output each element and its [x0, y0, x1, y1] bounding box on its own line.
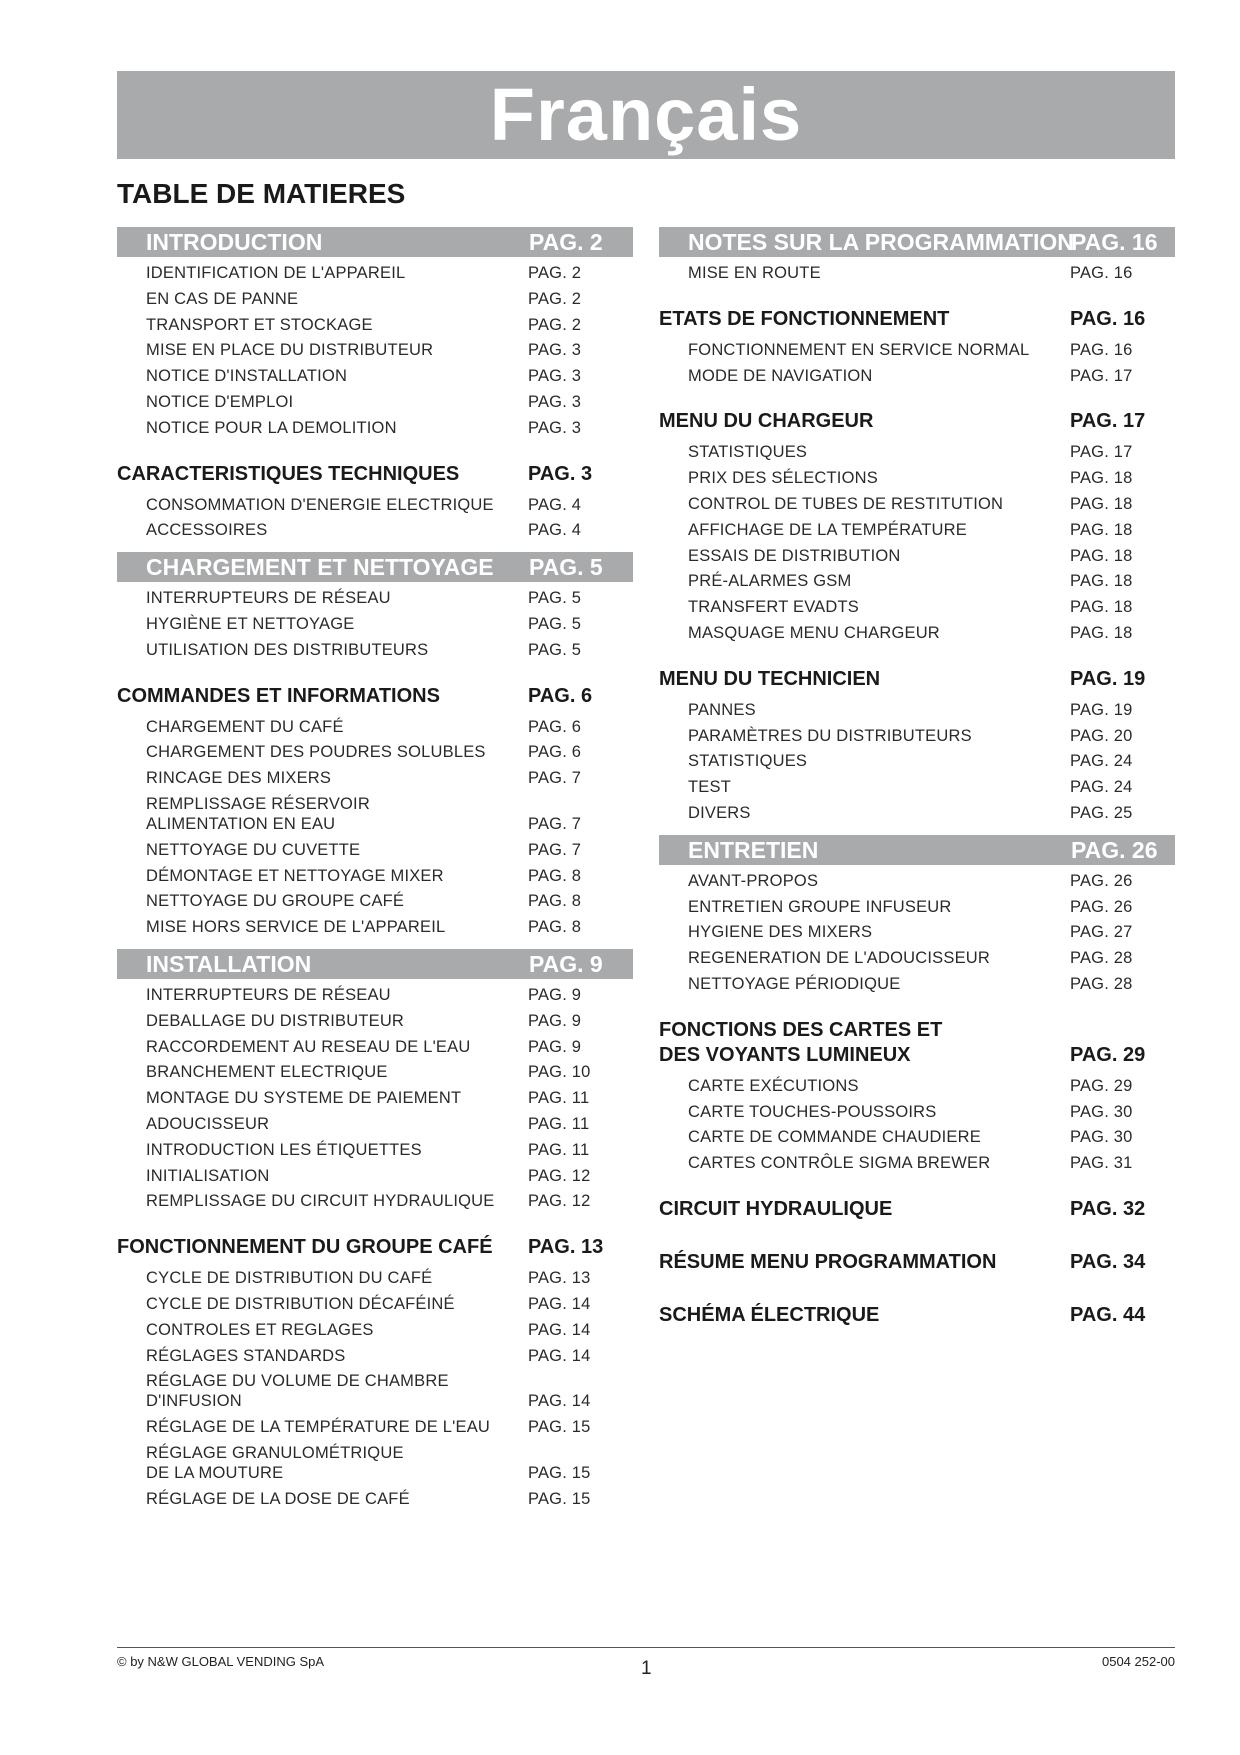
toc-entry	[659, 340, 1175, 360]
entry-title-line2: DE LA MOUTURE	[146, 1463, 284, 1482]
toc-section-heading	[659, 307, 1175, 332]
toc-section-heading	[117, 462, 633, 487]
entry-title: MODE DE NAVIGATION	[688, 366, 873, 385]
entry-title: RÉGLAGE DE LA TEMPÉRATURE DE L'EAU	[146, 1418, 491, 1437]
toc-entry	[117, 366, 633, 386]
entry-page: PAG. 12	[528, 1166, 591, 1185]
section-spacer	[659, 1283, 1175, 1291]
entry-title: INTERRUPTEURS DE RÉSEAU	[146, 589, 391, 608]
section-title: FONCTIONNEMENT DU GROUPE CAFÉ	[117, 1236, 493, 1259]
entry-page: PAG. 14	[528, 1346, 591, 1365]
toc-entry	[117, 985, 633, 1005]
entry-title: TRANSPORT ET STOCKAGE	[146, 315, 373, 334]
entry-title: RÉGLAGE DU VOLUME DE CHAMBRE	[146, 1372, 449, 1391]
entry-page: PAG. 17	[1070, 366, 1133, 385]
toc-entry	[117, 1417, 633, 1437]
entry-title: PARAMÈTRES DU DISTRIBUTEURS	[688, 726, 972, 745]
entry-page: PAG. 5	[528, 614, 582, 633]
section-spacer	[659, 391, 1175, 397]
footer-copyright: © by N&W GLOBAL VENDING SpA	[117, 1654, 325, 1669]
toc-entry	[117, 1166, 633, 1186]
toc-entry	[117, 717, 633, 737]
entry-page: PAG. 9	[528, 1037, 582, 1056]
toc-entry	[117, 891, 633, 911]
toc-entry	[117, 1443, 633, 1483]
toc-section-heading	[117, 1235, 633, 1260]
toc-entry	[659, 571, 1175, 591]
toc-entry	[117, 1191, 633, 1211]
toc-entry	[659, 263, 1175, 283]
entry-title: MISE HORS SERVICE DE L'APPAREIL	[146, 918, 446, 937]
entry-page: PAG. 11	[528, 1089, 590, 1108]
toc-entry	[659, 1127, 1175, 1147]
entry-title: AFFICHAGE DE LA TEMPÉRATURE	[688, 520, 967, 539]
toc-entry	[117, 520, 633, 540]
entry-title: AVANT-PROPOS	[688, 871, 819, 890]
entry-page: PAG. 8	[528, 918, 582, 937]
toc-left-column	[117, 227, 633, 1520]
toc-entry	[659, 494, 1175, 514]
toc-entry	[117, 1268, 633, 1288]
entry-title: TEST	[688, 778, 731, 797]
section-page: PAG. 19	[1070, 667, 1146, 690]
entry-page: PAG. 25	[1070, 803, 1133, 822]
entry-title: ENTRETIEN GROUPE INFUSEUR	[688, 897, 952, 916]
toc-section-heading	[117, 552, 633, 582]
toc-entry	[117, 840, 633, 860]
entry-title: REGENERATION DE L'ADOUCISSEUR	[688, 949, 991, 968]
entry-page: PAG. 15	[528, 1463, 591, 1482]
toc-section-heading	[659, 835, 1175, 865]
entry-page: PAG. 18	[1070, 598, 1133, 617]
section-title: CIRCUIT HYDRAULIQUE	[659, 1197, 893, 1220]
toc-entry	[659, 1153, 1175, 1173]
toc-entry	[117, 1088, 633, 1108]
entry-title: NOTICE D'EMPLOI	[146, 392, 294, 411]
section-page: PAG. 17	[1070, 410, 1146, 433]
entry-page: PAG. 15	[528, 1418, 591, 1437]
entry-title: ESSAIS DE DISTRIBUTION	[688, 546, 901, 565]
section-page: PAG. 16	[1070, 307, 1146, 330]
entry-page: PAG. 30	[1070, 1102, 1133, 1121]
entry-title: IDENTIFICATION DE L'APPAREIL	[146, 264, 406, 282]
toc-entry	[117, 418, 633, 438]
toc-right-column	[659, 227, 1175, 1344]
entry-page: PAG. 9	[528, 1011, 582, 1030]
entry-page: PAG. 13	[528, 1269, 591, 1288]
section-title: SCHÉMA ÉLECTRIQUE	[659, 1303, 880, 1326]
entry-title: UTILISATION DES DISTRIBUTEURS	[146, 640, 429, 659]
toc-entry	[117, 866, 633, 886]
toc-entry	[659, 751, 1175, 771]
section-title: COMMANDES ET INFORMATIONS	[117, 684, 440, 707]
entry-page: PAG. 17	[1070, 443, 1133, 462]
entry-title: CARTES CONTRÔLE SIGMA BREWER	[688, 1154, 991, 1173]
section-page: PAG. 44	[1070, 1303, 1146, 1326]
section-title: CHARGEMENT ET NETTOYAGE	[146, 554, 494, 581]
footer-page-number: 1	[641, 1658, 652, 1679]
entry-page: PAG. 30	[1070, 1128, 1133, 1147]
toc-entry	[659, 546, 1175, 566]
section-title-line2: DES VOYANTS LUMINEUX	[659, 1043, 911, 1066]
entry-page: PAG. 7	[528, 814, 582, 833]
toc-entry	[117, 1114, 633, 1134]
entry-title: PANNES	[688, 700, 756, 719]
section-page: PAG. 26	[1071, 836, 1158, 863]
toc-entry	[659, 597, 1175, 617]
section-title: NOTES SUR LA PROGRAMMATION	[688, 229, 1074, 255]
footer-divider	[117, 1647, 1175, 1648]
entry-title: ADOUCISSEUR	[146, 1114, 270, 1133]
entry-title: TRANSFERT EVADTS	[688, 598, 859, 617]
section-spacer	[117, 444, 633, 450]
toc-entry	[117, 263, 633, 283]
entry-title: REMPLISSAGE DU CIRCUIT HYDRAULIQUE	[146, 1192, 495, 1211]
toc-section-heading	[659, 1197, 1175, 1222]
section-spacer	[659, 1230, 1175, 1238]
section-title: MENU DU TECHNICIEN	[659, 667, 881, 690]
section-page: PAG. 5	[529, 554, 603, 581]
toc-entry	[659, 520, 1175, 540]
entry-page: PAG. 2	[528, 315, 582, 334]
entry-title: CHARGEMENT DES POUDRES SOLUBLES	[146, 743, 486, 762]
entry-title: NETTOYAGE DU GROUPE CAFÉ	[146, 892, 405, 911]
entry-page: PAG. 7	[528, 769, 582, 788]
entry-title: STATISTIQUES	[688, 752, 808, 771]
toc-entry	[117, 1011, 633, 1031]
entry-title: INTRODUCTION LES ÉTIQUETTES	[146, 1140, 422, 1159]
entry-page: PAG. 18	[1070, 623, 1133, 642]
entry-title: MONTAGE DU SYSTEME DE PAIEMENT	[146, 1089, 462, 1108]
entry-title: PRIX DES SÉLECTIONS	[688, 469, 878, 488]
toc-entry	[117, 588, 633, 608]
entry-title: INTERRUPTEURS DE RÉSEAU	[146, 985, 391, 1004]
entry-title: CARTE EXÉCUTIONS	[688, 1076, 859, 1095]
entry-page: PAG. 12	[528, 1192, 591, 1211]
entry-page: PAG. 26	[1070, 897, 1133, 916]
entry-page: PAG. 14	[528, 1392, 591, 1411]
entry-title: NOTICE D'INSTALLATION	[146, 367, 348, 386]
toc-entry	[117, 1320, 633, 1340]
entry-page: PAG. 16	[1070, 264, 1133, 282]
entry-page: PAG. 3	[528, 418, 582, 437]
toc-entry	[117, 289, 633, 309]
entry-title: HYGIÈNE ET NETTOYAGE	[146, 614, 355, 633]
toc-entry	[659, 974, 1175, 994]
entry-page: PAG. 24	[1070, 778, 1133, 797]
section-page: PAG. 32	[1070, 1197, 1146, 1220]
toc-entry	[117, 315, 633, 335]
entry-page: PAG. 6	[528, 717, 582, 736]
section-spacer	[659, 649, 1175, 655]
section-title: ENTRETIEN	[688, 836, 819, 863]
toc-entry	[117, 1062, 633, 1082]
toc-section-heading	[659, 1250, 1175, 1275]
entry-page: PAG. 8	[528, 866, 582, 885]
toc-entry	[117, 1140, 633, 1160]
entry-page: PAG. 28	[1070, 974, 1133, 993]
entry-page: PAG. 10	[528, 1063, 591, 1082]
toc-entry	[659, 777, 1175, 797]
section-page: PAG. 16	[1071, 229, 1158, 255]
entry-title: INITIALISATION	[146, 1166, 270, 1185]
toc-entry	[117, 1346, 633, 1366]
section-page: PAG. 6	[528, 684, 593, 707]
entry-page: PAG. 18	[1070, 546, 1133, 565]
toc-entry	[117, 640, 633, 660]
entry-title: ACCESSOIRES	[146, 521, 268, 540]
entry-page: PAG. 7	[528, 840, 582, 859]
entry-title: EN CAS DE PANNE	[146, 289, 299, 308]
entry-page: PAG. 27	[1070, 923, 1133, 942]
toc-entry	[117, 340, 633, 360]
entry-title-line2: D'INFUSION	[146, 1392, 242, 1411]
entry-page: PAG. 4	[528, 495, 582, 514]
toc-section-heading	[117, 949, 633, 979]
toc-entry	[117, 794, 633, 834]
entry-title: CARTE DE COMMANDE CHAUDIERE	[688, 1128, 981, 1147]
toc-entry	[117, 1294, 633, 1314]
entry-page: PAG. 2	[528, 289, 582, 308]
section-page: PAG. 2	[529, 229, 603, 255]
entry-page: PAG. 5	[528, 640, 582, 659]
entry-title: PRÉ-ALARMES GSM	[688, 572, 852, 591]
entry-title: CONTROL DE TUBES DE RESTITUTION	[688, 494, 1004, 513]
entry-page: PAG. 24	[1070, 752, 1133, 771]
entry-title: CARTE TOUCHES-POUSSOIRS	[688, 1102, 937, 1121]
entry-page: PAG. 28	[1070, 949, 1133, 968]
entry-page: PAG. 9	[528, 985, 582, 1004]
entry-title: NETTOYAGE DU CUVETTE	[146, 840, 361, 859]
entry-page: PAG. 18	[1070, 572, 1133, 591]
entry-page: PAG. 11	[528, 1114, 590, 1133]
section-title: CARACTERISTIQUES TECHNIQUES	[117, 462, 460, 485]
entry-title: STATISTIQUES	[688, 443, 808, 462]
toc-entry	[659, 700, 1175, 720]
entry-title: REMPLISSAGE RÉSERVOIR	[146, 794, 370, 813]
entry-page: PAG. 26	[1070, 871, 1133, 890]
entry-page: PAG. 20	[1070, 726, 1133, 745]
section-spacer	[659, 1336, 1175, 1344]
entry-page: PAG. 18	[1070, 520, 1133, 539]
entry-title: RÉGLAGE DE LA DOSE DE CAFÉ	[146, 1489, 410, 1508]
toc-entry	[117, 742, 633, 762]
entry-title: RACCORDEMENT AU RESEAU DE L'EAU	[146, 1037, 471, 1056]
entry-page: PAG. 18	[1070, 469, 1133, 488]
toc-entry	[659, 468, 1175, 488]
toc-entry	[659, 623, 1175, 643]
toc-section-heading	[117, 684, 633, 709]
section-title: MENU DU CHARGEUR	[659, 410, 874, 433]
section-spacer	[659, 1179, 1175, 1185]
section-title: FONCTIONS DES CARTES ET	[659, 1018, 943, 1041]
entry-page: PAG. 5	[528, 589, 582, 608]
entry-page: PAG. 18	[1070, 494, 1133, 513]
entry-page: PAG. 29	[1070, 1076, 1133, 1095]
toc-section-heading	[659, 1018, 1175, 1068]
entry-title: FONCTIONNEMENT EN SERVICE NORMAL	[688, 340, 1030, 359]
section-page: PAG. 13	[528, 1236, 604, 1259]
section-page: PAG. 3	[528, 462, 593, 485]
entry-title: CONTROLES ET REGLAGES	[146, 1320, 374, 1339]
section-spacer	[659, 1000, 1175, 1006]
entry-title: MISE EN PLACE DU DISTRIBUTEUR	[146, 341, 434, 360]
footer-doc-code: 0504 252-00	[1101, 1654, 1175, 1669]
entry-title: CHARGEMENT DU CAFÉ	[146, 717, 344, 736]
toc-entry	[117, 495, 633, 515]
entry-page: PAG. 14	[528, 1294, 591, 1313]
entry-title: DIVERS	[688, 803, 751, 822]
toc-entry	[659, 897, 1175, 917]
toc-entry	[117, 614, 633, 634]
section-spacer	[117, 1217, 633, 1223]
entry-page: PAG. 31	[1070, 1154, 1133, 1173]
section-title: ETATS DE FONCTIONNEMENT	[659, 307, 950, 330]
section-title: RÉSUME MENU PROGRAMMATION	[659, 1250, 997, 1273]
section-title: INSTALLATION	[146, 950, 312, 977]
entry-page: PAG. 3	[528, 367, 582, 386]
section-title: INTRODUCTION	[146, 229, 323, 255]
toc-entry	[659, 1076, 1175, 1096]
toc-entry	[659, 726, 1175, 746]
toc-section-heading	[659, 667, 1175, 692]
toc-entry	[659, 922, 1175, 942]
toc-entry	[659, 1102, 1175, 1122]
entry-title: DÉMONTAGE ET NETTOYAGE MIXER	[146, 866, 444, 885]
toc-entry	[117, 917, 633, 937]
entry-page: PAG. 3	[528, 392, 582, 411]
toc-section-heading	[117, 227, 633, 257]
toc-section-heading	[659, 227, 1175, 257]
toc-entry	[659, 948, 1175, 968]
toc-entry	[117, 768, 633, 788]
toc-entry	[117, 1037, 633, 1057]
toc-section-heading	[659, 409, 1175, 434]
toc-entry	[117, 392, 633, 412]
entry-page: PAG. 16	[1070, 340, 1133, 359]
language-banner: Français	[117, 71, 1175, 159]
entry-page: PAG. 15	[528, 1489, 591, 1508]
entry-title: RÉGLAGES STANDARDS	[146, 1346, 346, 1365]
entry-title: HYGIENE DES MIXERS	[688, 923, 873, 942]
entry-page: PAG. 4	[528, 521, 582, 540]
section-spacer	[117, 666, 633, 672]
entry-title: CONSOMMATION D'ENERGIE ELECTRIQUE	[146, 495, 494, 514]
entry-title: NOTICE POUR LA DEMOLITION	[146, 418, 397, 437]
entry-page: PAG. 11	[528, 1140, 590, 1159]
toc-section-heading	[659, 1303, 1175, 1328]
entry-page: PAG. 14	[528, 1320, 591, 1339]
entry-title: RÉGLAGE GRANULOMÉTRIQUE	[146, 1443, 404, 1462]
entry-title: MASQUAGE MENU CHARGEUR	[688, 623, 940, 642]
toc-entry	[117, 1489, 633, 1509]
entry-page: PAG. 19	[1070, 700, 1133, 719]
entry-title: CYCLE DE DISTRIBUTION DÉCAFÉINÉ	[146, 1294, 455, 1313]
section-spacer	[117, 1514, 633, 1520]
section-spacer	[659, 289, 1175, 295]
toc-entry	[117, 1371, 633, 1411]
entry-title: DEBALLAGE DU DISTRIBUTEUR	[146, 1011, 405, 1030]
entry-title: CYCLE DE DISTRIBUTION DU CAFÉ	[146, 1269, 433, 1288]
page-title: TABLE DE MATIERES	[117, 178, 406, 209]
section-page: PAG. 34	[1070, 1250, 1146, 1273]
toc-entry	[659, 442, 1175, 462]
entry-title: NETTOYAGE PÉRIODIQUE	[688, 974, 901, 993]
section-page: PAG. 29	[1070, 1043, 1146, 1066]
section-page: PAG. 9	[529, 950, 603, 977]
entry-page: PAG. 8	[528, 892, 582, 911]
entry-title-line2: ALIMENTATION EN EAU	[146, 814, 336, 833]
toc-entry	[659, 366, 1175, 386]
entry-title: BRANCHEMENT ELECTRIQUE	[146, 1063, 388, 1082]
entry-title: RINCAGE DES MIXERS	[146, 769, 332, 788]
toc-entry	[659, 803, 1175, 823]
entry-title: MISE EN ROUTE	[688, 264, 821, 282]
entry-page: PAG. 6	[528, 743, 582, 762]
toc-entry	[659, 871, 1175, 891]
entry-page: PAG. 2	[528, 264, 582, 282]
entry-page: PAG. 3	[528, 341, 582, 360]
